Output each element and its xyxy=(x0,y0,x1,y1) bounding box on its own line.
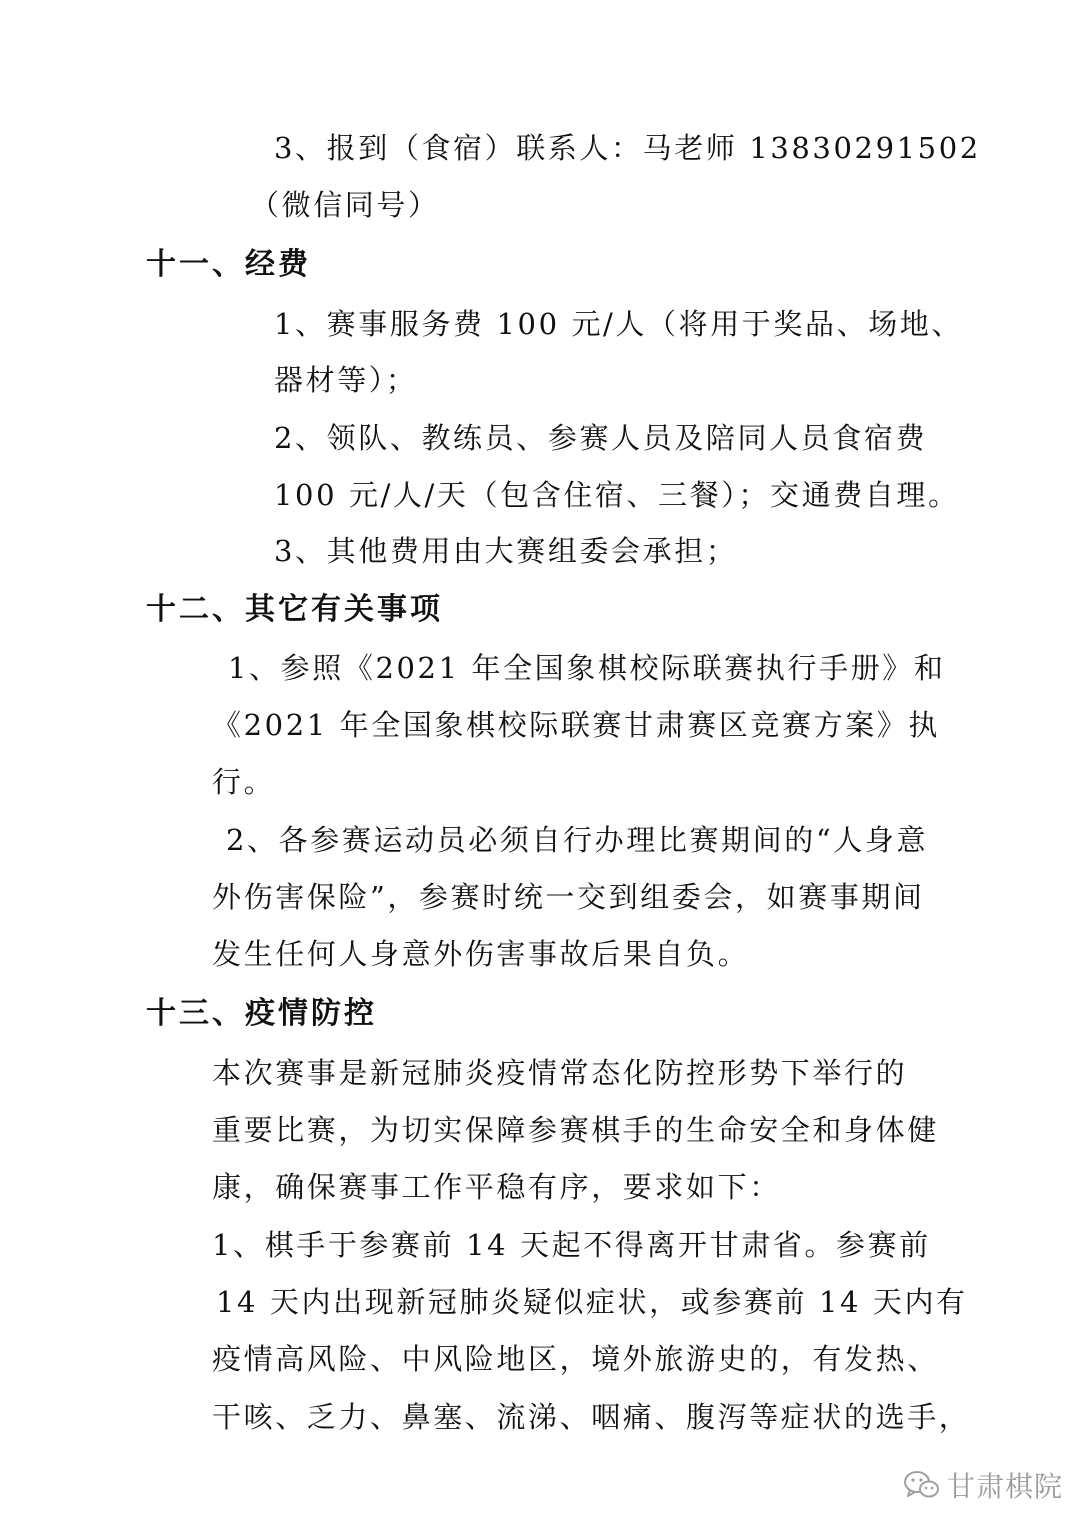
contact-line: 3、报到（食宿）联系人：马老师 13830291502 xyxy=(274,131,981,165)
watermark-text: 甘肃棋院 xyxy=(947,1470,1064,1503)
wechat-icon xyxy=(903,1469,941,1501)
epidemic-item-1: 1、棋手于参赛前 14 天起不得离开甘肃省。参赛前 xyxy=(212,1228,931,1262)
fee-item-2: 2、领队、教练员、参赛人员及陪同人员食宿费 xyxy=(274,421,928,455)
epidemic-intro-end: 康，确保赛事工作平稳有序，要求如下： xyxy=(212,1170,781,1204)
epidemic-intro: 本次赛事是新冠肺炎疫情常态化防控形势下举行的 xyxy=(212,1056,908,1090)
watermark xyxy=(903,1465,1063,1505)
epidemic-item-1-line3: 疫情高风险、中风险地区，境外旅游史的，有发热、 xyxy=(212,1342,939,1376)
matter-item-2: 2、各参赛运动员必须自行办理比赛期间的“人身意 xyxy=(226,823,929,857)
fee-item-1: 1、赛事服务费 100 元/人（将用于奖品、场地、 xyxy=(274,307,964,341)
contact-line-cont: （微信同号） xyxy=(250,188,440,222)
matter-item-2-cont: 外伤害保险”，参赛时统一交到组委会，如赛事期间 xyxy=(212,880,925,914)
matter-item-1: 1、参照《2021 年全国象棋校际联赛执行手册》和 xyxy=(228,651,946,685)
section-12-heading: 十二、其它有关事项 xyxy=(146,592,443,627)
matter-item-1-cont: 《2021 年全国象棋校际联赛甘肃赛区竞赛方案》执 xyxy=(212,708,941,742)
fee-item-1-cont: 器材等）； xyxy=(274,363,418,397)
epidemic-item-1-cont: 14 天内出现新冠肺炎疑似症状，或参赛前 14 天内有 xyxy=(216,1285,968,1319)
matter-item-1-end: 行。 xyxy=(212,765,276,799)
fee-item-3: 3、其他费用由大赛组委会承担； xyxy=(274,534,738,568)
fee-item-2-cont: 100 元/人/天（包含住宿、三餐）；交通费自理。 xyxy=(274,478,960,512)
epidemic-item-1-line4: 干咳、乏力、鼻塞、流涕、咽痛、腹泻等症状的选手， xyxy=(212,1400,971,1434)
section-13-heading: 十三、疫情防控 xyxy=(146,996,377,1031)
matter-item-2-end: 发生任何人身意外伤害事故后果自负。 xyxy=(212,937,750,971)
section-11-heading: 十一、经费 xyxy=(146,247,311,282)
epidemic-intro-cont: 重要比赛，为切实保障参赛棋手的生命安全和身体健 xyxy=(212,1113,939,1147)
